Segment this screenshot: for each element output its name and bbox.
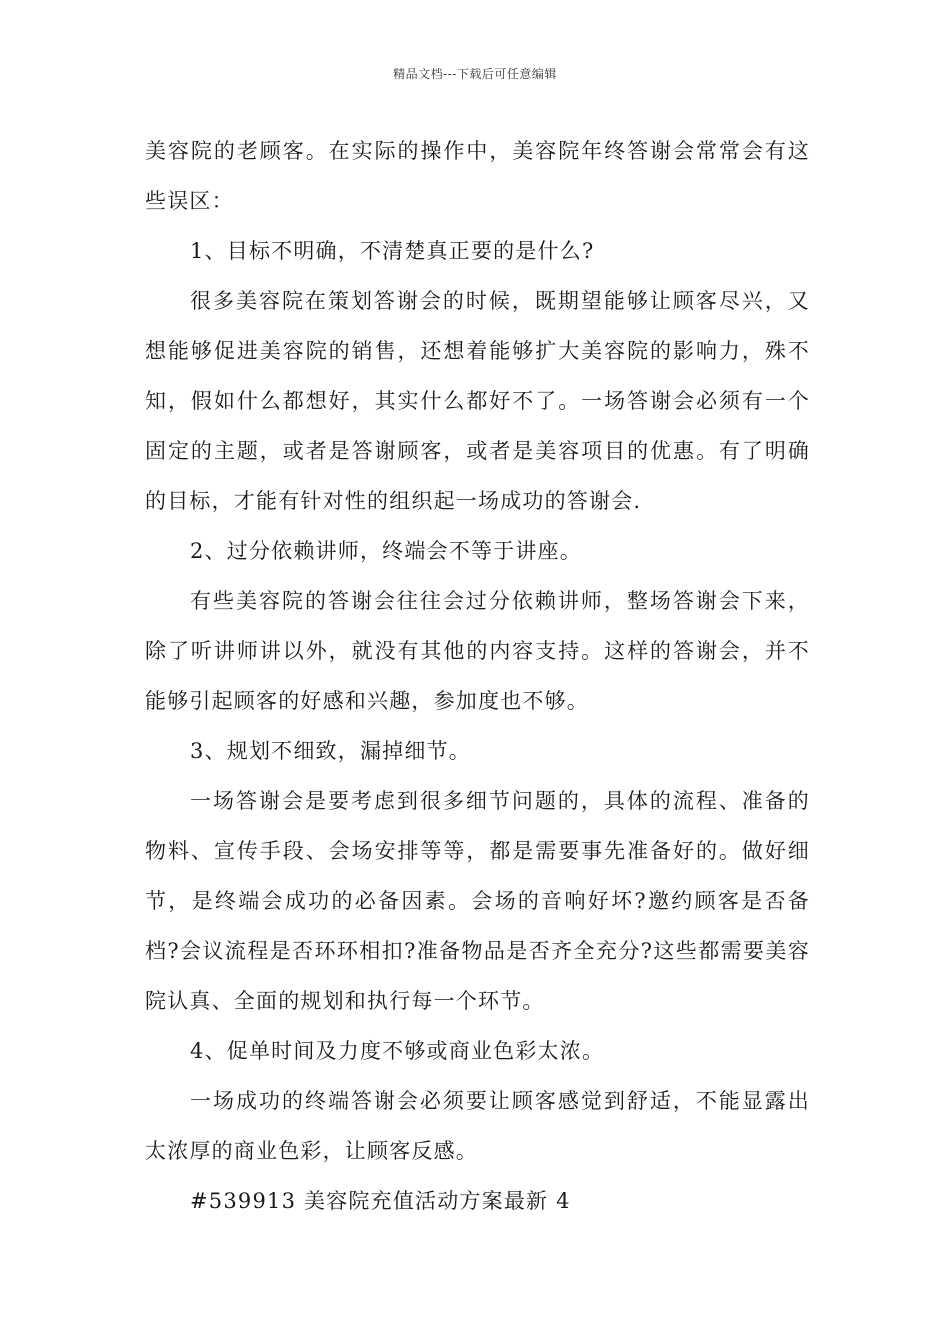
paragraph-4: 一场成功的终端答谢会必须要让顾客感觉到舒适，不能显露出太浓厚的商业色彩，让顾客反感。 xyxy=(145,1089,810,1163)
list-heading-2: 2、过分依赖讲师，终端会不等于讲座。 xyxy=(190,539,582,563)
document-body xyxy=(145,126,810,1226)
list-heading-4: 4、促单时间及力度不够或商业色彩太浓。 xyxy=(190,1039,605,1063)
paragraph-1: 很多美容院在策划答谢会的时候，既期望能够让顾客尽兴，又想能够促进美容院的销售，还想着能够扩大美容院的影响力，殊不知，假如什么都想好，其实什么都好不了。一场答谢会必须有一个固定的主题，或者是答谢顾客，或者是美容项目的优惠。有了明确的目标，才能有针对性的组织起一场成功的答谢会. xyxy=(145,289,810,513)
list-heading-1: 1、目标不明确，不清楚真正要的是什么? xyxy=(190,239,595,263)
section-title: #539913 美容院充值活动方案最新 4 xyxy=(190,1189,571,1213)
paragraph-3: 一场答谢会是要考虑到很多细节问题的，具体的流程、准备的物料、宣传手段、会场安排等等，都是需要事先准备好的。做好细节，是终端会成功的必备因素。会场的音响好坏?邀约顾客是否备档?会议流程是否环环相扣?准备物品是否齐全充分?这些都需要美容院认真、全面的规划和执行每一个环节。 xyxy=(145,789,810,1013)
page-header: 精品文档---下载后可任意编辑 xyxy=(393,67,557,81)
paragraph-continuation: 美容院的老顾客。在实际的操作中，美容院年终答谢会常常会有这些误区： xyxy=(145,139,810,213)
list-heading-3: 3、规划不细致，漏掉细节。 xyxy=(190,739,471,763)
paragraph-2: 有些美容院的答谢会往往会过分依赖讲师，整场答谢会下来，除了听讲师讲以外，就没有其他的内容支持。这样的答谢会，并不能够引起顾客的好感和兴趣，参加度也不够。 xyxy=(145,589,810,713)
